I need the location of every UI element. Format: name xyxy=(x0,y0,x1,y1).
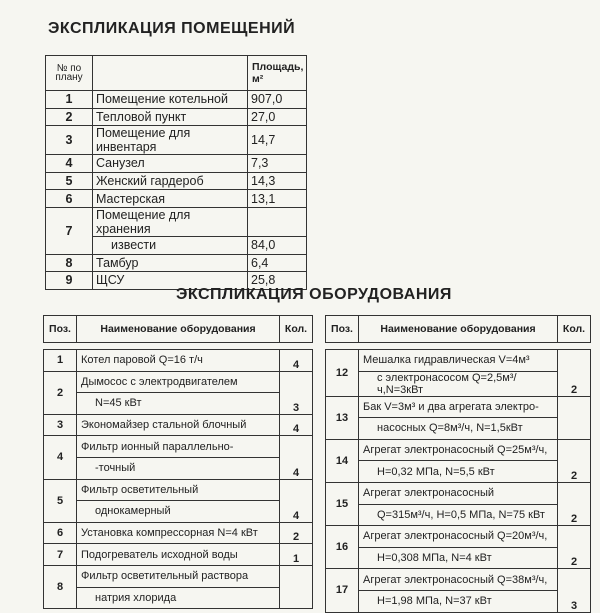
room-area: 7,3 xyxy=(248,155,307,173)
room-name: Помещение для хранения xyxy=(93,207,248,236)
eq-col-qty: Кол. xyxy=(558,316,591,343)
table-row xyxy=(326,439,591,461)
room-area: 6,4 xyxy=(248,254,307,272)
eq-col-name: Наименование оборудования xyxy=(77,316,280,343)
equipment-pos: 1 xyxy=(44,350,77,372)
table-row xyxy=(326,396,591,418)
table-row xyxy=(46,207,307,236)
equipment-name: Агрегат электронасосный Q=25м³/ч, xyxy=(359,439,558,461)
table-row xyxy=(326,547,591,569)
equipment-name: H=1,98 МПа, N=37 кВт xyxy=(359,590,558,612)
equipment-table-left xyxy=(43,315,313,609)
table-row xyxy=(326,461,591,483)
equipment-pos: 8 xyxy=(44,565,77,608)
equipment-name: Q=315м³/ч, H=0,5 МПа, N=75 кВт xyxy=(359,504,558,526)
table-row xyxy=(44,371,313,393)
equipment-name: N=45 кВт xyxy=(77,393,280,415)
equipment-table-right xyxy=(325,315,591,613)
equipment-qty: 4 xyxy=(280,436,313,479)
table-gap xyxy=(326,343,591,350)
room-name: Помещение для инвентаря xyxy=(93,126,248,155)
room-name: Тамбур xyxy=(93,254,248,272)
equipment-name: Дымосос с электродвигателем xyxy=(77,371,280,393)
table-row xyxy=(44,436,313,458)
room-area: 25,8 xyxy=(248,272,307,290)
equipment-name: с электронасосом Q=2,5м³/ч,N=3кВт xyxy=(359,371,558,396)
equipment-qty: 4 xyxy=(280,414,313,436)
table-row xyxy=(326,350,591,372)
room-name: Мастерская xyxy=(93,190,248,208)
room-area: 13,1 xyxy=(248,190,307,208)
room-name: Женский гардероб xyxy=(93,172,248,190)
equipment-qty: 2 xyxy=(558,526,591,569)
table-gap xyxy=(44,343,313,350)
equipment-name: Фильтр ионный параллельно- xyxy=(77,436,280,458)
equipment-qty: 2 xyxy=(558,350,591,397)
equipment-qty: 4 xyxy=(280,479,313,522)
eq-col-qty: Кол. xyxy=(280,316,313,343)
table-row xyxy=(44,501,313,523)
room-number: 8 xyxy=(46,254,93,272)
table-row xyxy=(44,350,313,372)
room-name-cont: извести xyxy=(93,236,248,254)
equipment-qty: 3 xyxy=(280,371,313,414)
rooms-col-name xyxy=(93,56,248,91)
room-name: Тепловой пункт xyxy=(93,108,248,126)
rooms-col-area: Площадь, м² xyxy=(248,56,307,91)
equipment-qty xyxy=(558,396,591,439)
equipment-name: насосных Q=8м³/ч, N=1,5кВт xyxy=(359,418,558,440)
equipment-name: натрия хлорида xyxy=(77,587,280,609)
equipment-qty xyxy=(280,565,313,608)
equipment-name: Мешалка гидравлическая V=4м³ xyxy=(359,350,558,372)
table-row xyxy=(46,190,307,208)
rooms-title: ЭКСПЛИКАЦИЯ ПОМЕЩЕНИЙ xyxy=(48,20,296,37)
table-row xyxy=(46,155,307,173)
equipment-qty: 4 xyxy=(280,350,313,372)
equipment-pos: 2 xyxy=(44,371,77,414)
equipment-pos: 14 xyxy=(326,439,359,482)
room-area: 27,0 xyxy=(248,108,307,126)
equipment-pos: 15 xyxy=(326,482,359,525)
equipment-name: Установка компрессорная N=4 кВт xyxy=(77,522,280,544)
equipment-pos: 17 xyxy=(326,569,359,612)
room-number: 5 xyxy=(46,172,93,190)
equipment-name: однокамерный xyxy=(77,501,280,523)
equipment-name: Фильтр осветительный xyxy=(77,479,280,501)
room-name: Санузел xyxy=(93,155,248,173)
table-row xyxy=(326,590,591,612)
equipment-name: Подогреватель исходной воды xyxy=(77,544,280,566)
equipment-qty: 2 xyxy=(280,522,313,544)
table-row xyxy=(326,526,591,548)
equipment-pos: 3 xyxy=(44,414,77,436)
table-row xyxy=(44,544,313,566)
table-row xyxy=(326,418,591,440)
table-row xyxy=(44,414,313,436)
room-area xyxy=(248,207,307,236)
eq-col-pos: Поз. xyxy=(326,316,359,343)
room-area: 14,3 xyxy=(248,172,307,190)
room-number: 6 xyxy=(46,190,93,208)
equipment-qty: 1 xyxy=(280,544,313,566)
equipment-qty: 2 xyxy=(558,439,591,482)
room-name: ЩСУ xyxy=(93,272,248,290)
equipment-pos: 7 xyxy=(44,544,77,566)
table-row xyxy=(46,91,307,109)
equipment-name: H=0,32 МПа, N=5,5 кВт xyxy=(359,461,558,483)
table-row xyxy=(326,482,591,504)
table-row xyxy=(44,565,313,587)
equipment-pos: 16 xyxy=(326,526,359,569)
eq-col-name: Наименование оборудования xyxy=(359,316,558,343)
equipment-name: Бак V=3м³ и два агрегата электро- xyxy=(359,396,558,418)
rooms-col-num: № по плану xyxy=(46,56,93,91)
equipment-name: H=0,308 МПа, N=4 кВт xyxy=(359,547,558,569)
equipment-name: Экономайзер стальной блочный xyxy=(77,414,280,436)
table-row xyxy=(46,126,307,155)
table-row xyxy=(326,504,591,526)
equipment-name: Агрегат электронасосный Q=38м³/ч, xyxy=(359,569,558,591)
room-number: 1 xyxy=(46,91,93,109)
equipment-name: -точный xyxy=(77,457,280,479)
table-row xyxy=(46,108,307,126)
room-number: 9 xyxy=(46,272,93,290)
equipment-pos: 4 xyxy=(44,436,77,479)
equipment-name: Фильтр осветительный раствора xyxy=(77,565,280,587)
equipment-pos: 5 xyxy=(44,479,77,522)
table-row xyxy=(44,393,313,415)
table-row xyxy=(44,522,313,544)
table-row xyxy=(326,569,591,591)
room-number: 2 xyxy=(46,108,93,126)
table-row xyxy=(44,587,313,609)
table-row xyxy=(46,254,307,272)
table-row xyxy=(44,479,313,501)
equipment-qty: 3 xyxy=(558,569,591,612)
room-number: 4 xyxy=(46,155,93,173)
room-number: 7 xyxy=(46,207,93,254)
room-area: 14,7 xyxy=(248,126,307,155)
equipment-qty: 2 xyxy=(558,482,591,525)
equipment-name: Котел паровой Q=16 т/ч xyxy=(77,350,280,372)
equipment-title: ЭКСПЛИКАЦИЯ ОБОРУДОВАНИЯ xyxy=(176,286,452,303)
eq-col-pos: Поз. xyxy=(44,316,77,343)
room-number: 3 xyxy=(46,126,93,155)
room-area: 907,0 xyxy=(248,91,307,109)
equipment-name: Агрегат электронасосный Q=20м³/ч, xyxy=(359,526,558,548)
rooms-table xyxy=(45,55,307,290)
table-row xyxy=(326,371,591,396)
equipment-pos: 12 xyxy=(326,350,359,397)
equipment-pos: 6 xyxy=(44,522,77,544)
equipment-name: Агрегат электронасосный xyxy=(359,482,558,504)
equipment-pos: 13 xyxy=(326,396,359,439)
room-name: Помещение котельной xyxy=(93,91,248,109)
table-row xyxy=(46,172,307,190)
room-area: 84,0 xyxy=(248,236,307,254)
table-row xyxy=(44,457,313,479)
